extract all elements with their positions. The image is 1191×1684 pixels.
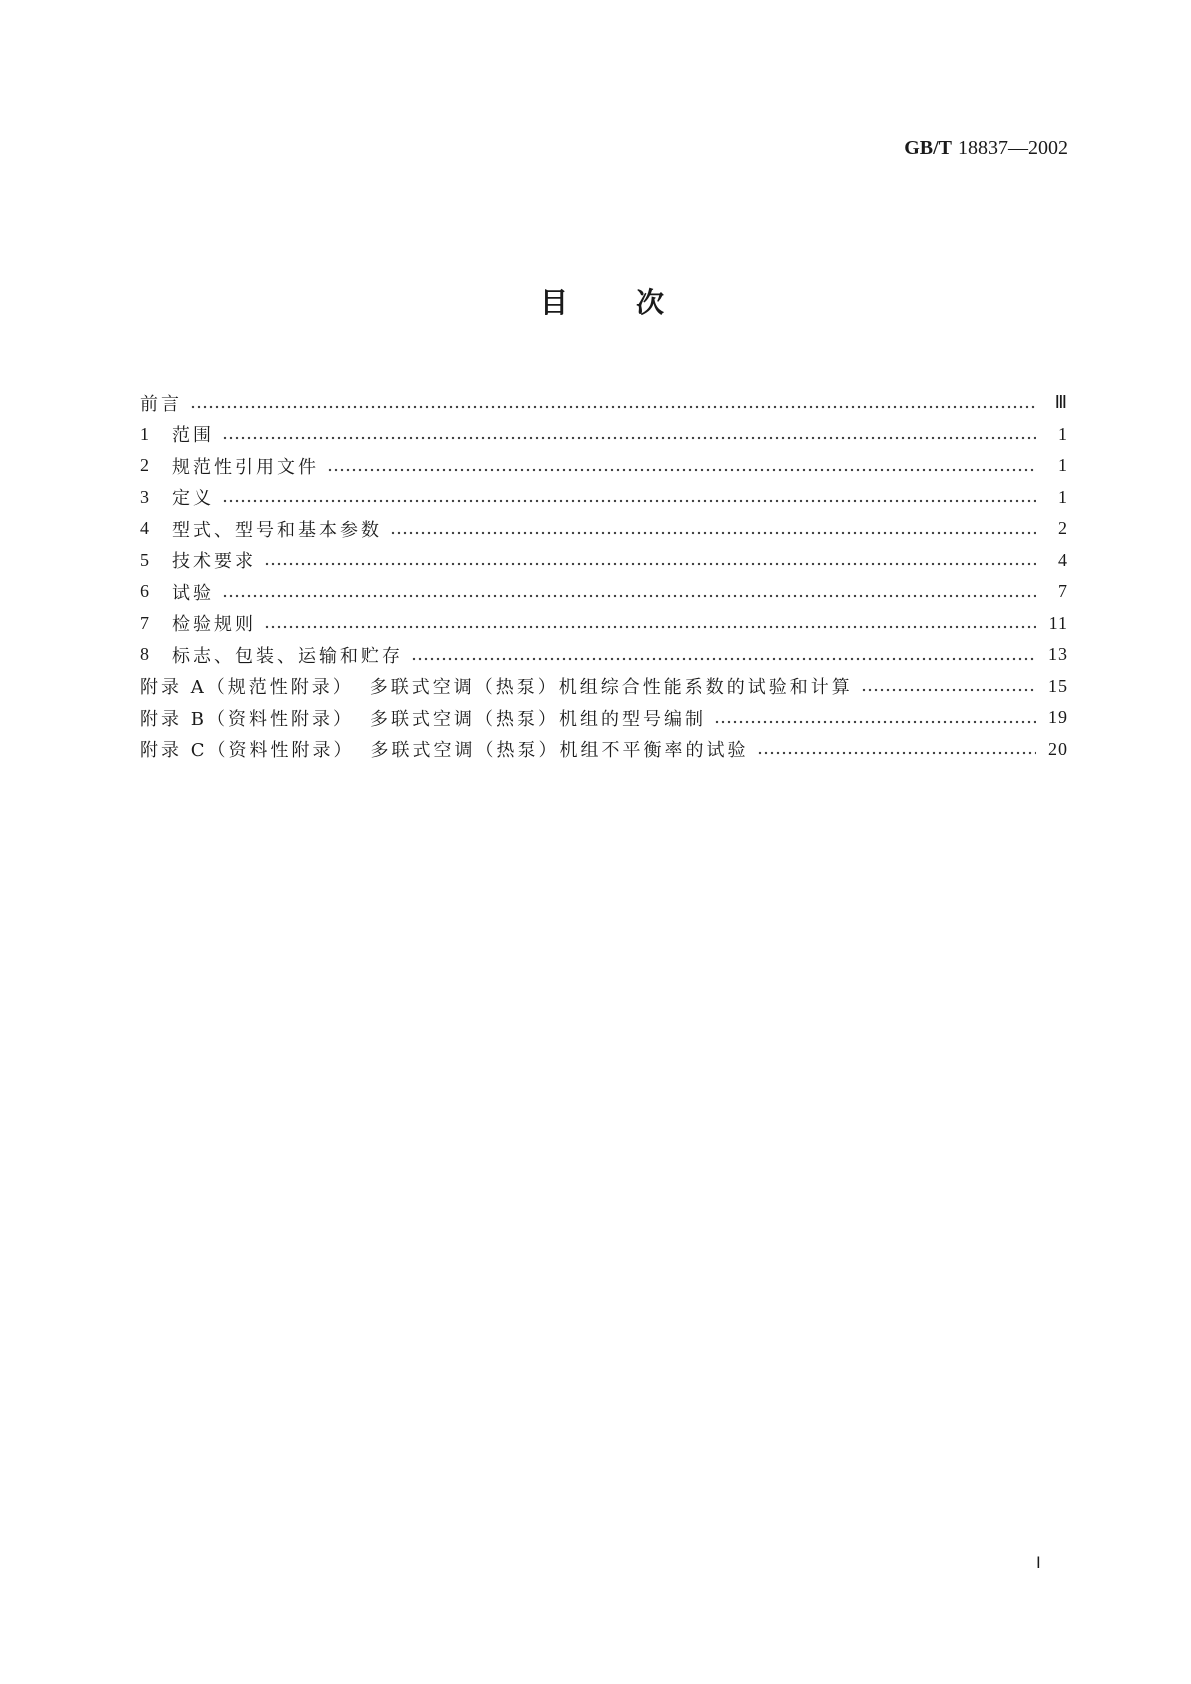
toc-entry-page: 20 [1048,738,1068,759]
leader-dots [714,720,1036,724]
toc-entry-number: 5 [140,549,149,570]
toc-entry-page: 1 [1058,423,1068,444]
standard-code-prefix: GB/T [904,137,952,159]
toc-entry-7 [140,608,1068,640]
toc-entry-3 [140,482,1068,514]
page-title: 目次 [540,286,733,319]
leader-dots [264,562,1036,566]
toc-entry-appendix-b [140,702,1068,734]
toc-entry-number: 8 [140,644,149,665]
toc-entry-label: 检验规则 [172,614,256,636]
toc-entry-label: 多联式空调（热泵）机组综合性能系数的试验和计算 [369,677,853,699]
leader-dots [264,625,1036,629]
toc-entry-preface [140,387,1068,419]
leader-dots [222,436,1036,440]
toc-entry-label: 标志、包装、运输和贮存 [172,645,403,667]
toc-entry-label: 型式、型号和基本参数 [172,519,382,541]
toc-entry-appendix-a [140,671,1068,703]
toc-entry-appendix-c [140,734,1068,766]
leader-dots [757,751,1037,755]
toc-entry-page: 15 [1048,675,1068,696]
toc-entry-label: 范围 [172,425,214,447]
toc-entry-number: 7 [140,612,149,633]
toc-entry-2 [140,450,1068,482]
leader-dots [190,405,1036,409]
leader-dots [390,531,1036,535]
toc-entry-page: 19 [1048,707,1068,728]
table-of-contents [140,387,1068,765]
standard-code [904,134,1068,162]
toc-entry-number: 6 [140,581,149,602]
toc-entry-label: 技术要求 [172,551,256,573]
leader-dots [222,499,1036,503]
toc-entry-appendix-prefix: 附录 A（规范性附录） [140,677,354,699]
toc-entry-label: 规范性引用文件 [172,456,319,478]
toc-entry-page: 13 [1048,644,1068,665]
leader-dots [861,688,1036,692]
toc-entry-number: 1 [140,423,149,444]
toc-entry-page: Ⅲ [1054,392,1068,413]
toc-entry-page: 2 [1058,518,1068,539]
toc-entry-page: 7 [1058,581,1068,602]
leader-dots [222,594,1036,598]
toc-entry-number: 3 [140,486,149,507]
toc-entry-label: 多联式空调（热泵）机组不平衡率的试验 [370,740,749,762]
toc-entry-page: 11 [1048,612,1068,633]
leader-dots [327,468,1036,472]
toc-entry-5 [140,545,1068,577]
toc-entry-appendix-prefix: 附录 B（资料性附录） [140,708,354,730]
toc-entry-label: 定义 [172,488,214,510]
toc-entry-1 [140,419,1068,451]
toc-entry-number: 2 [140,455,149,476]
standard-code-number: 18837—2002 [958,137,1068,159]
toc-entry-page: 4 [1058,549,1068,570]
toc-entry-number: 4 [140,518,149,539]
toc-entry-4 [140,513,1068,545]
page-number: Ⅰ [1036,1555,1041,1572]
toc-entry-6 [140,576,1068,608]
toc-entry-8 [140,639,1068,671]
toc-entry-page: 1 [1058,455,1068,476]
leader-dots [411,657,1036,661]
toc-entry-appendix-prefix: 附录 C（资料性附录） [140,740,355,762]
toc-entry-label: 前言 [140,393,182,415]
toc-entry-label: 多联式空调（热泵）机组的型号编制 [369,708,706,730]
toc-entry-label: 试验 [172,582,214,604]
toc-entry-page: 1 [1058,486,1068,507]
